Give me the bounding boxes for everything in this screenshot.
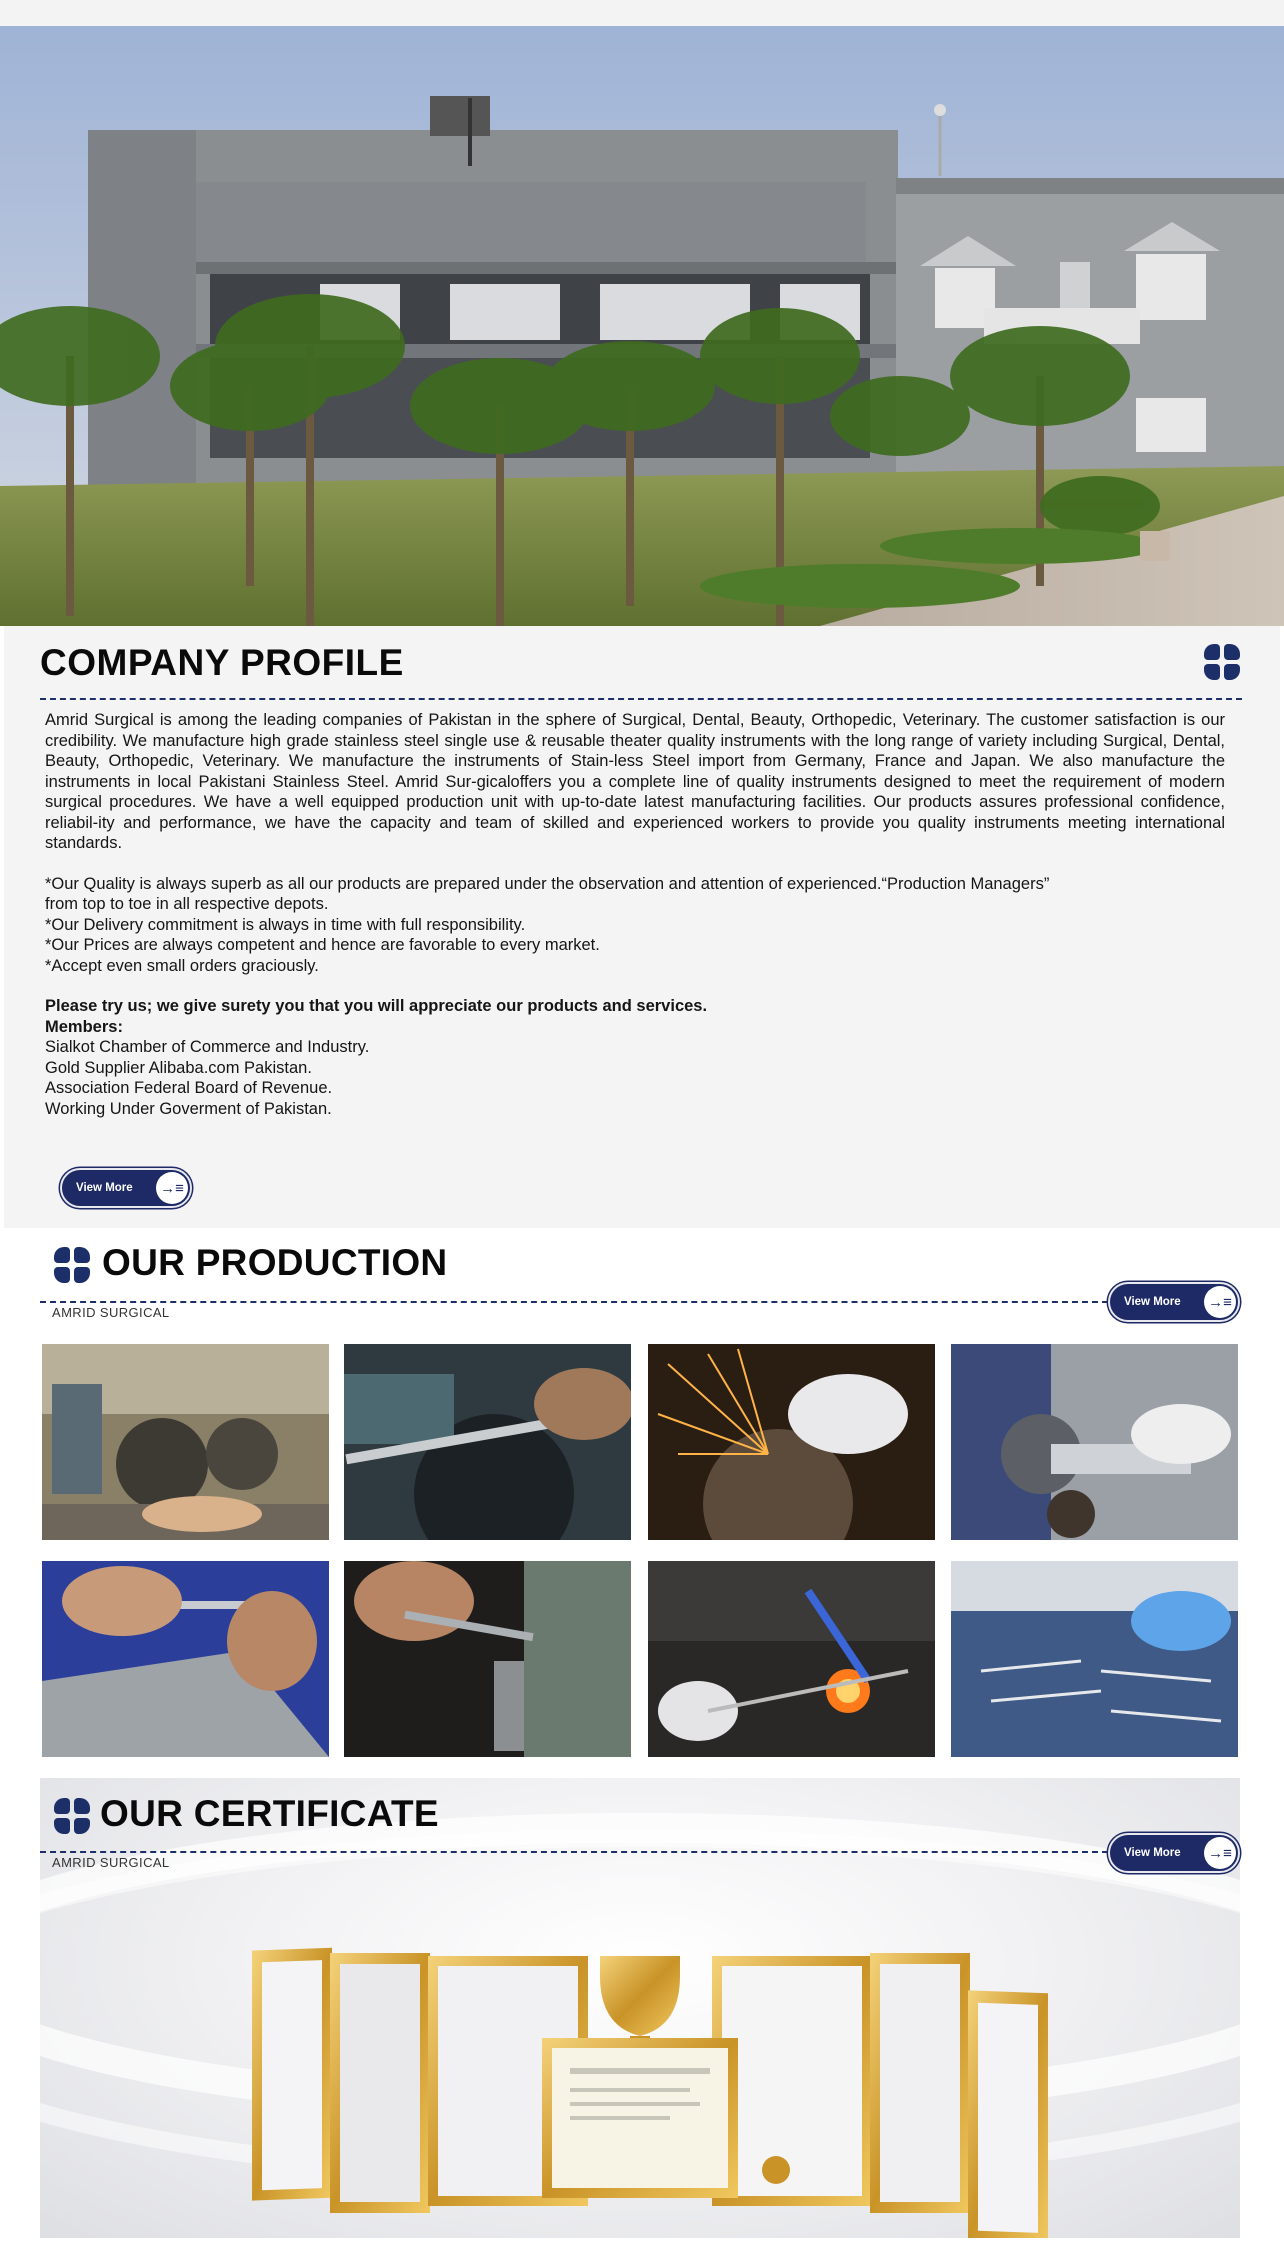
company-profile-text xyxy=(45,710,1225,1119)
production-photo-lathe xyxy=(951,1344,1238,1540)
profile-paragraph: Amrid Surgical is among the leading companies of Pakistan in the sphere of Surgical, Dental, Beauty, Orthopedic, Veterinary. The customer satisfaction is our credibility. We manufacture high grade stainless steel single use & reusable theater quality instruments with the long range of variety including Surgical, Dental, Beauty, Orthopedic, Veterinary. We manufacture the instruments of Stain-less Steel import from Germany, France and Japan. We also manufacture the instruments in local Pakistani Stainless Steel. Amrid Sur-gicaloffers you a complete line of quality instruments designed to meet the requirement of modern surgical procedures. We have a well equipped production unit with up-to-date latest manufacturing facilities. Our products assures professional confidence, reliabil-ity and performance, we have the capacity and team of skilled and experienced workers to provide you quality instruments meeting international standards. xyxy=(45,711,1225,852)
delivery-statement: *Our Delivery commitment is always in time with full responsibility. xyxy=(45,915,526,934)
try-us-statement: Please try us; we give surety you that you will appreciate our products and services. xyxy=(45,997,708,1015)
hero-building-image xyxy=(0,26,1284,626)
grid-icon xyxy=(54,1247,90,1283)
member-item: Gold Supplier Alibaba.com Pakistan. xyxy=(45,1058,312,1077)
production-photo-grinding-sparks xyxy=(648,1344,935,1540)
grid-icon xyxy=(54,1798,90,1834)
quality-statement: *Our Quality is always superb as all our products are prepared under the observation and attention of experienced.“Production Managers” xyxy=(45,874,1050,893)
arrow-menu-icon: →≡ xyxy=(1204,1837,1236,1869)
company-profile-title: COMPANY PROFILE xyxy=(40,642,404,683)
quality-statement-continued: from top to toe in all respective depots. xyxy=(45,895,329,913)
members-label: Members: xyxy=(45,1017,123,1036)
production-photo-forming xyxy=(344,1561,631,1757)
member-item: Association Federal Board of Revenue. xyxy=(45,1079,333,1097)
certificate-showcase-image xyxy=(40,1778,1240,2238)
production-photo-workshop xyxy=(42,1344,329,1540)
member-item: Sialkot Chamber of Commerce and Industry. xyxy=(45,1038,370,1056)
certificate-title: OUR CERTIFICATE xyxy=(100,1793,439,1834)
production-view-more-button[interactable] xyxy=(1108,1282,1240,1322)
view-more-label: View More xyxy=(76,1182,133,1194)
production-subtitle: AMRID SURGICAL xyxy=(52,1305,170,1320)
section-divider xyxy=(40,1301,1108,1303)
production-title: OUR PRODUCTION xyxy=(102,1242,448,1283)
production-photo-inspection xyxy=(951,1561,1238,1757)
prices-statement: *Our Prices are always competent and hence are favorable to every market. xyxy=(45,936,600,954)
view-more-label: View More xyxy=(1124,1296,1181,1308)
view-more-label: View More xyxy=(1124,1847,1181,1859)
arrow-menu-icon: →≡ xyxy=(1204,1286,1236,1318)
section-divider xyxy=(40,698,1242,700)
member-item: Working Under Goverment of Pakistan. xyxy=(45,1099,332,1118)
profile-view-more-button[interactable] xyxy=(60,1168,192,1208)
certificate-view-more-button[interactable] xyxy=(1108,1833,1240,1873)
top-strip xyxy=(0,0,1284,26)
company-profile-section xyxy=(4,626,1280,1228)
production-photo-heating xyxy=(648,1561,935,1757)
section-divider xyxy=(40,1851,1108,1853)
orders-statement: *Accept even small orders graciously. xyxy=(45,956,319,975)
grid-icon xyxy=(1204,644,1240,680)
certificate-subtitle: AMRID SURGICAL xyxy=(52,1855,170,1870)
arrow-menu-icon: →≡ xyxy=(156,1172,188,1204)
production-photo-polishing xyxy=(344,1344,631,1540)
production-photo-hammering xyxy=(42,1561,329,1757)
